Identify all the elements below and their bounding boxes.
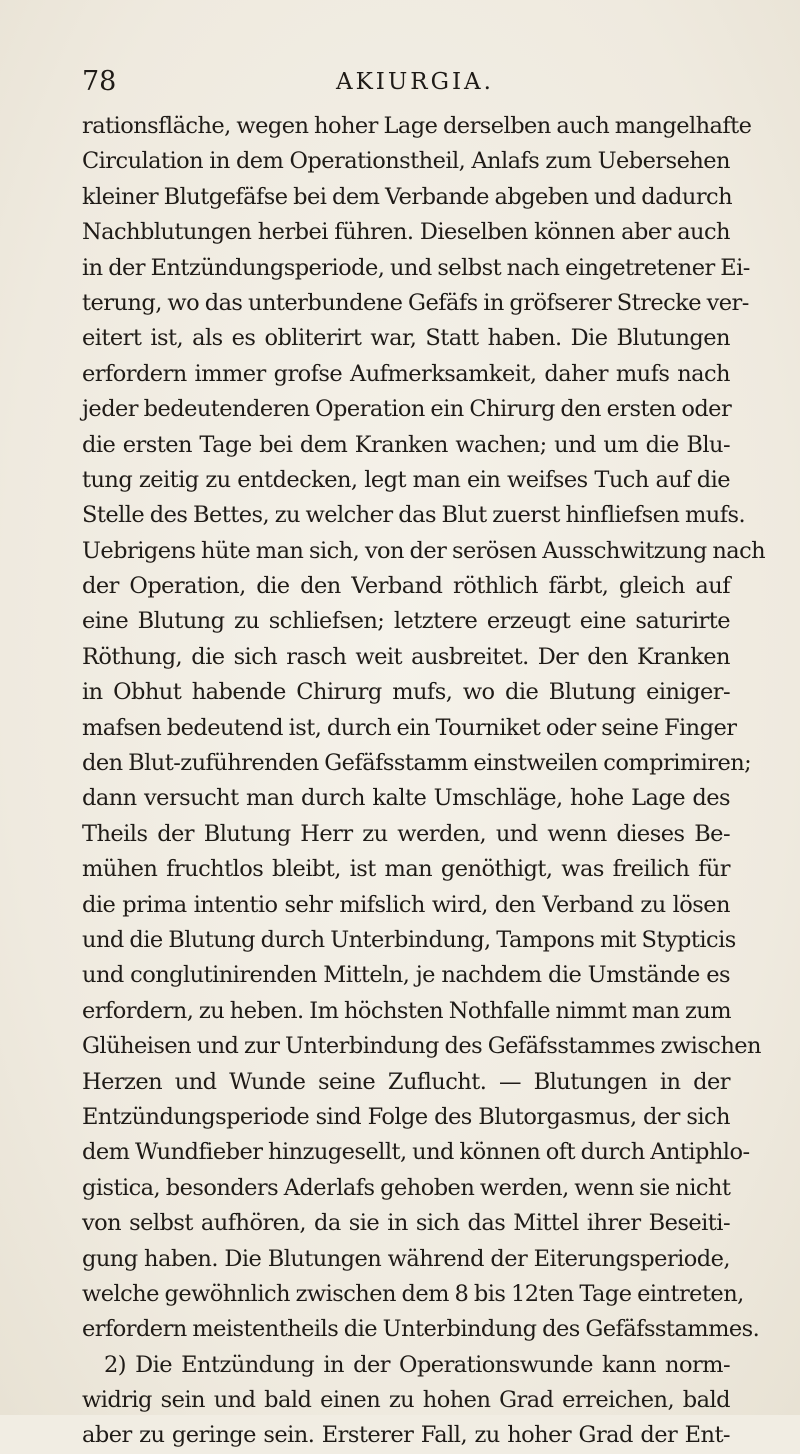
text-line: widrig sein und bald einen zu hohen Grad erreichen, bald (82, 1387, 730, 1414)
text-line: Glüheisen und zur Unterbindung des Gefäfsstammes zwischen (82, 1033, 761, 1060)
text-line: dem Wundfieber hinzugesellt, und können oft durch Antiphlo- (82, 1139, 750, 1166)
text-line: erfordern meistentheils die Unterbindung des Gefäfsstammes. (82, 1316, 760, 1343)
text-line: erfordern, zu heben. Im höchsten Nothfalle nimmt man zum (82, 997, 732, 1024)
text-line: dann versucht man durch kalte Umschläge, hohe Lage des (82, 785, 730, 812)
text-line: rationsfläche, wegen hoher Lage derselben auch mangelhafte (82, 113, 752, 139)
text-line: von selbst aufhören, da sie in sich das Mittel ihrer Beseiti- (82, 1210, 730, 1237)
text-line: Circulation in dem Operationstheil, Anlafs zum Uebersehen (82, 148, 730, 175)
text-line: und die Blutung durch Unterbindung, Tampons mit Stypticis (82, 926, 736, 953)
running-head: AKIURGIA. (336, 69, 494, 95)
text-line: tung zeitig zu entdecken, legt man ein weifses Tuch auf die (82, 466, 730, 493)
text-line: welche gewöhnlich zwischen dem 8 bis 12ten Tage eintreten, (82, 1280, 744, 1307)
text-line: und conglutinirenden Mitteln, je nachdem die Umstände es (82, 962, 730, 989)
text-line: erfordern immer grofse Aufmerksamkeit, daher mufs nach (82, 360, 730, 387)
text-line: Nachblutungen herbei führen. Dieselben können aber auch (82, 219, 730, 246)
text-line: in der Entzündungsperiode, und selbst nach eingetretener Ei- (82, 254, 750, 281)
text-line: Uebrigens hüte man sich, von der serösen Ausschwitzung nach (82, 537, 766, 564)
text-line: die ersten Tage bei dem Kranken wachen; und um die Blu- (82, 431, 730, 458)
text-line: Herzen und Wunde seine Zuflucht. — Blutungen in der (82, 1068, 730, 1095)
text-line: Entzündungsperiode sind Folge des Blutorgasmus, der sich (82, 1103, 730, 1130)
text-line: aber zu geringe sein. Ersterer Fall, zu hoher Grad der Ent- (82, 1422, 730, 1449)
text-line: Röthung, die sich rasch weit ausbreitet. Der den Kranken (82, 643, 730, 670)
text-line: die prima intentio sehr mifslich wird, den Verband zu lösen (82, 891, 730, 918)
text-line: mafsen bedeutend ist, durch ein Tourniket oder seine Finger (82, 714, 737, 741)
text-line: eine Blutung zu schliefsen; letztere erzeugt eine saturirte (82, 608, 730, 635)
page-header (82, 62, 730, 102)
text-line: 2) Die Entzündung in der Operationswunde kann norm- (104, 1351, 730, 1378)
text-line: kleiner Blutgefäfse bei dem Verbande abgeben und dadurch (82, 183, 733, 210)
text-line: Stelle des Bettes, zu welcher das Blut zuerst hinfliefsen mufs. (82, 502, 746, 529)
text-line: mühen fruchtlos bleibt, ist man genöthigt, was freilich für (82, 856, 730, 883)
text-line: terung, wo das unterbundene Gefäfs in gröfserer Strecke ver- (82, 289, 749, 316)
text-line: gung haben. Die Blutungen während der Eiterungsperiode, (82, 1245, 730, 1272)
page-number: 78 (82, 66, 117, 97)
text-line: den Blut-zuführenden Gefäfsstamm einstweilen comprimiren; (82, 750, 752, 777)
body-text (82, 109, 766, 1454)
text-line: gistica, besonders Aderlafs gehoben werden, wenn sie nicht (82, 1174, 731, 1201)
text-line: der Operation, die den Verband röthlich färbt, gleich auf (82, 573, 730, 600)
text-line: jeder bedeutenderen Operation ein Chirurg den ersten oder (82, 396, 732, 423)
text-line: in Obhut habende Chirurg mufs, wo die Blutung einiger- (82, 679, 730, 706)
text-line: Theils der Blutung Herr zu werden, und wenn dieses Be- (82, 820, 730, 847)
text-line: eitert ist, als es obliterirt war, Statt haben. Die Blutungen (82, 325, 730, 352)
